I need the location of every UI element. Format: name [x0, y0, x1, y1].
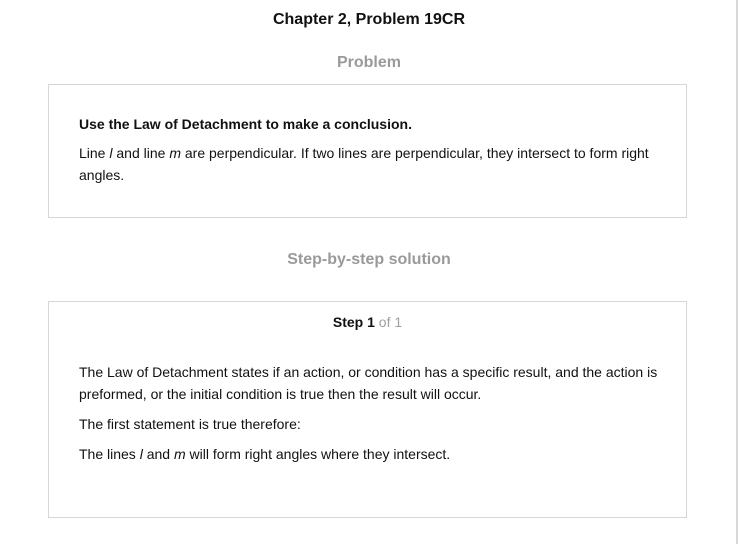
problem-card	[48, 84, 687, 218]
variable-m: m	[169, 145, 181, 161]
solution-card	[48, 301, 687, 518]
solution-variable-m: m	[173, 446, 186, 462]
solution-p3-end: will form right angles where they intersect.	[185, 446, 451, 462]
variable-l: l	[109, 145, 113, 161]
problem-instruction: Use the Law of Detachment to make a conclusion.	[79, 116, 412, 132]
problem-text-start: Line	[79, 145, 110, 161]
solution-paragraph-1: The Law of Detachment states if an action, or condition has a specific result, and the action is preformed, or the initial condition is true then the result will occur.	[79, 364, 658, 402]
solution-p3-start: The lines	[79, 446, 140, 462]
step-indicator	[49, 314, 686, 330]
problem-heading: Problem	[336, 54, 401, 71]
problem-statement	[79, 142, 665, 186]
chapter-title: Chapter 2, Problem 19CR	[272, 11, 466, 28]
solution-paragraph-2: The first statement is true therefore:	[79, 416, 301, 432]
step-word: Step	[332, 314, 364, 330]
step-number: 1	[367, 314, 375, 330]
problem-text-end: are perpendicular. If two lines are perpendicular, they intersect to form right angles.	[79, 145, 649, 183]
solution-variable-l: l	[139, 446, 143, 462]
step-of-total: of 1	[378, 314, 403, 330]
solution-paragraph-3	[79, 443, 665, 465]
solution-p3-middle: and	[142, 446, 174, 462]
problem-text-middle: and line	[112, 145, 170, 161]
solution-heading: Step-by-step solution	[287, 251, 451, 268]
